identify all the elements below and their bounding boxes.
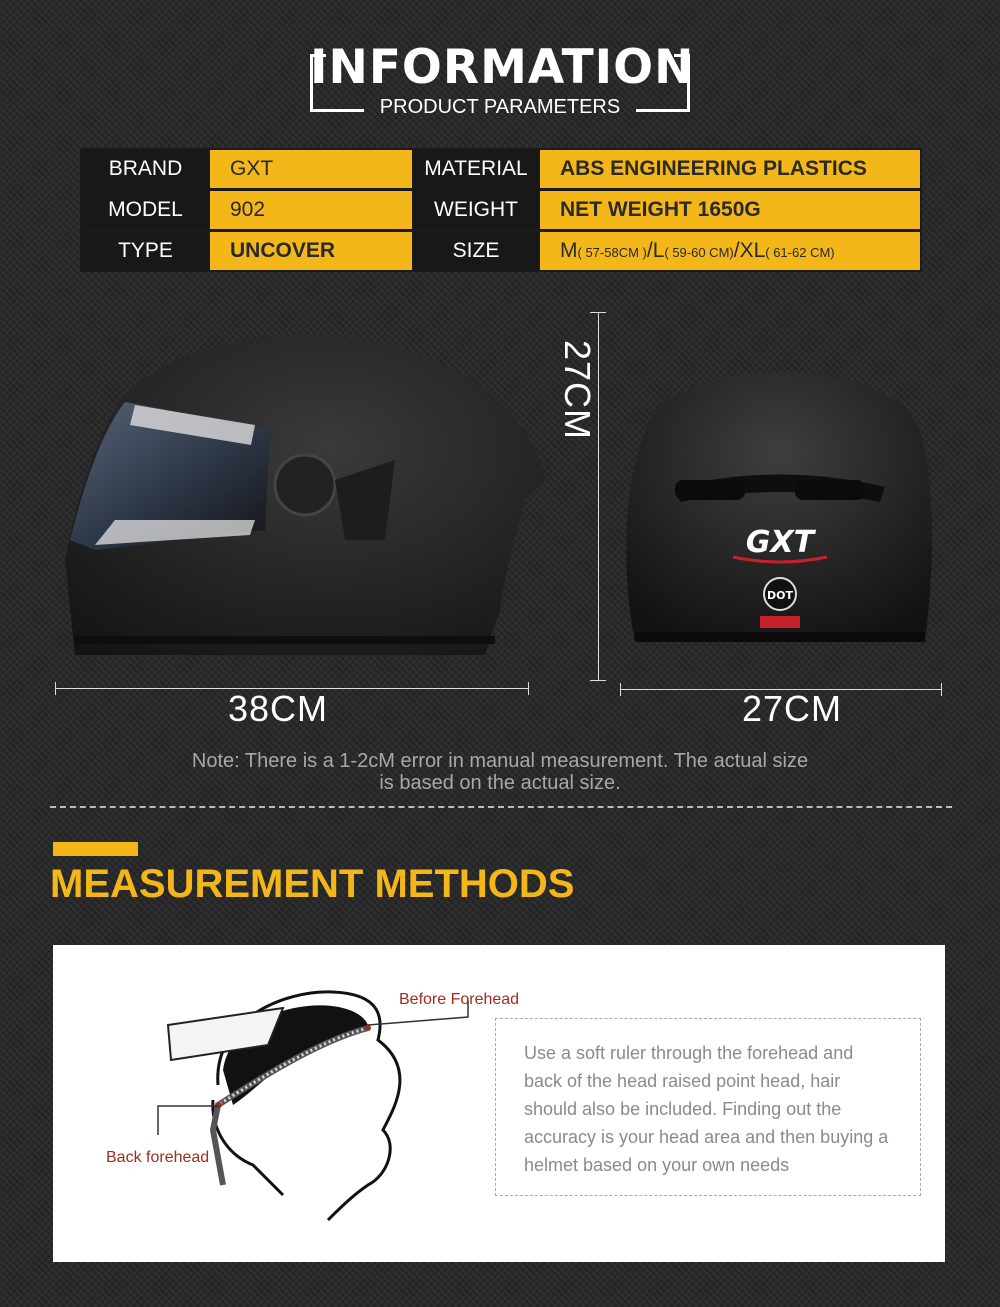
header-title: INFORMATION [310,40,695,95]
size-value [540,232,920,270]
size-l-range: ( 59-60 CM) [664,245,734,260]
dim-tick-back-right [941,683,942,696]
helmet-logo: GXT [745,525,815,560]
info-header [310,40,695,118]
type-value: UNCOVER [210,232,412,270]
size-m: M [560,239,578,262]
material-value: ABS ENGINEERING PLASTICS [540,150,920,188]
dim-tick-right [528,682,529,695]
height-label: 27CM [557,340,598,441]
measurement-note [100,750,900,794]
model-value: 902 [210,191,412,229]
note-line-1: Note: There is a 1-2cM error in manual measurement. The actual size [191,750,809,772]
dim-tick-bottom [590,680,606,681]
dim-tick-left [55,682,56,695]
header-subtitle: PRODUCT PARAMETERS [379,96,621,118]
helmet-back-image [605,312,955,682]
before-forehead-label: Before Forehead [399,991,520,1008]
back-width-label: 27CM [742,688,843,729]
weight-value: NET WEIGHT 1650G [540,191,920,229]
brand-label: BRAND [82,150,209,188]
section-divider [50,806,952,808]
side-length-label: 38CM [228,688,329,729]
size-label: SIZE [414,232,538,270]
accent-bar [53,842,138,856]
size-m-range: ( 57-58CM ) [577,245,647,260]
helmet-side-image [55,310,555,670]
model-label: MODEL [82,191,209,229]
type-label: TYPE [82,232,209,270]
size-xl-range: ( 61-62 CM) [765,245,835,260]
dim-line-height [598,312,599,680]
weight-label: WEIGHT [414,191,538,229]
size-xl: /XL [733,239,766,262]
brand-value: GXT [210,150,412,188]
back-forehead-label: Back forehead [106,1149,210,1166]
note-line-2: is based on the actual size. [379,772,621,794]
size-l: /L [646,239,665,262]
dim-tick-back-left [620,683,621,696]
spec-table [80,148,922,272]
measurement-title: MEASUREMENT METHODS [50,862,575,906]
dim-tick-top [590,312,606,313]
material-label: MATERIAL [414,150,538,188]
dot-badge: DOT [767,589,793,602]
measurement-description: Use a soft ruler through the forehead and back of the head raised point head, hair should also be included. Finding out the accuracy is your head area and then buying a helmet based on your own needs [495,1018,921,1196]
